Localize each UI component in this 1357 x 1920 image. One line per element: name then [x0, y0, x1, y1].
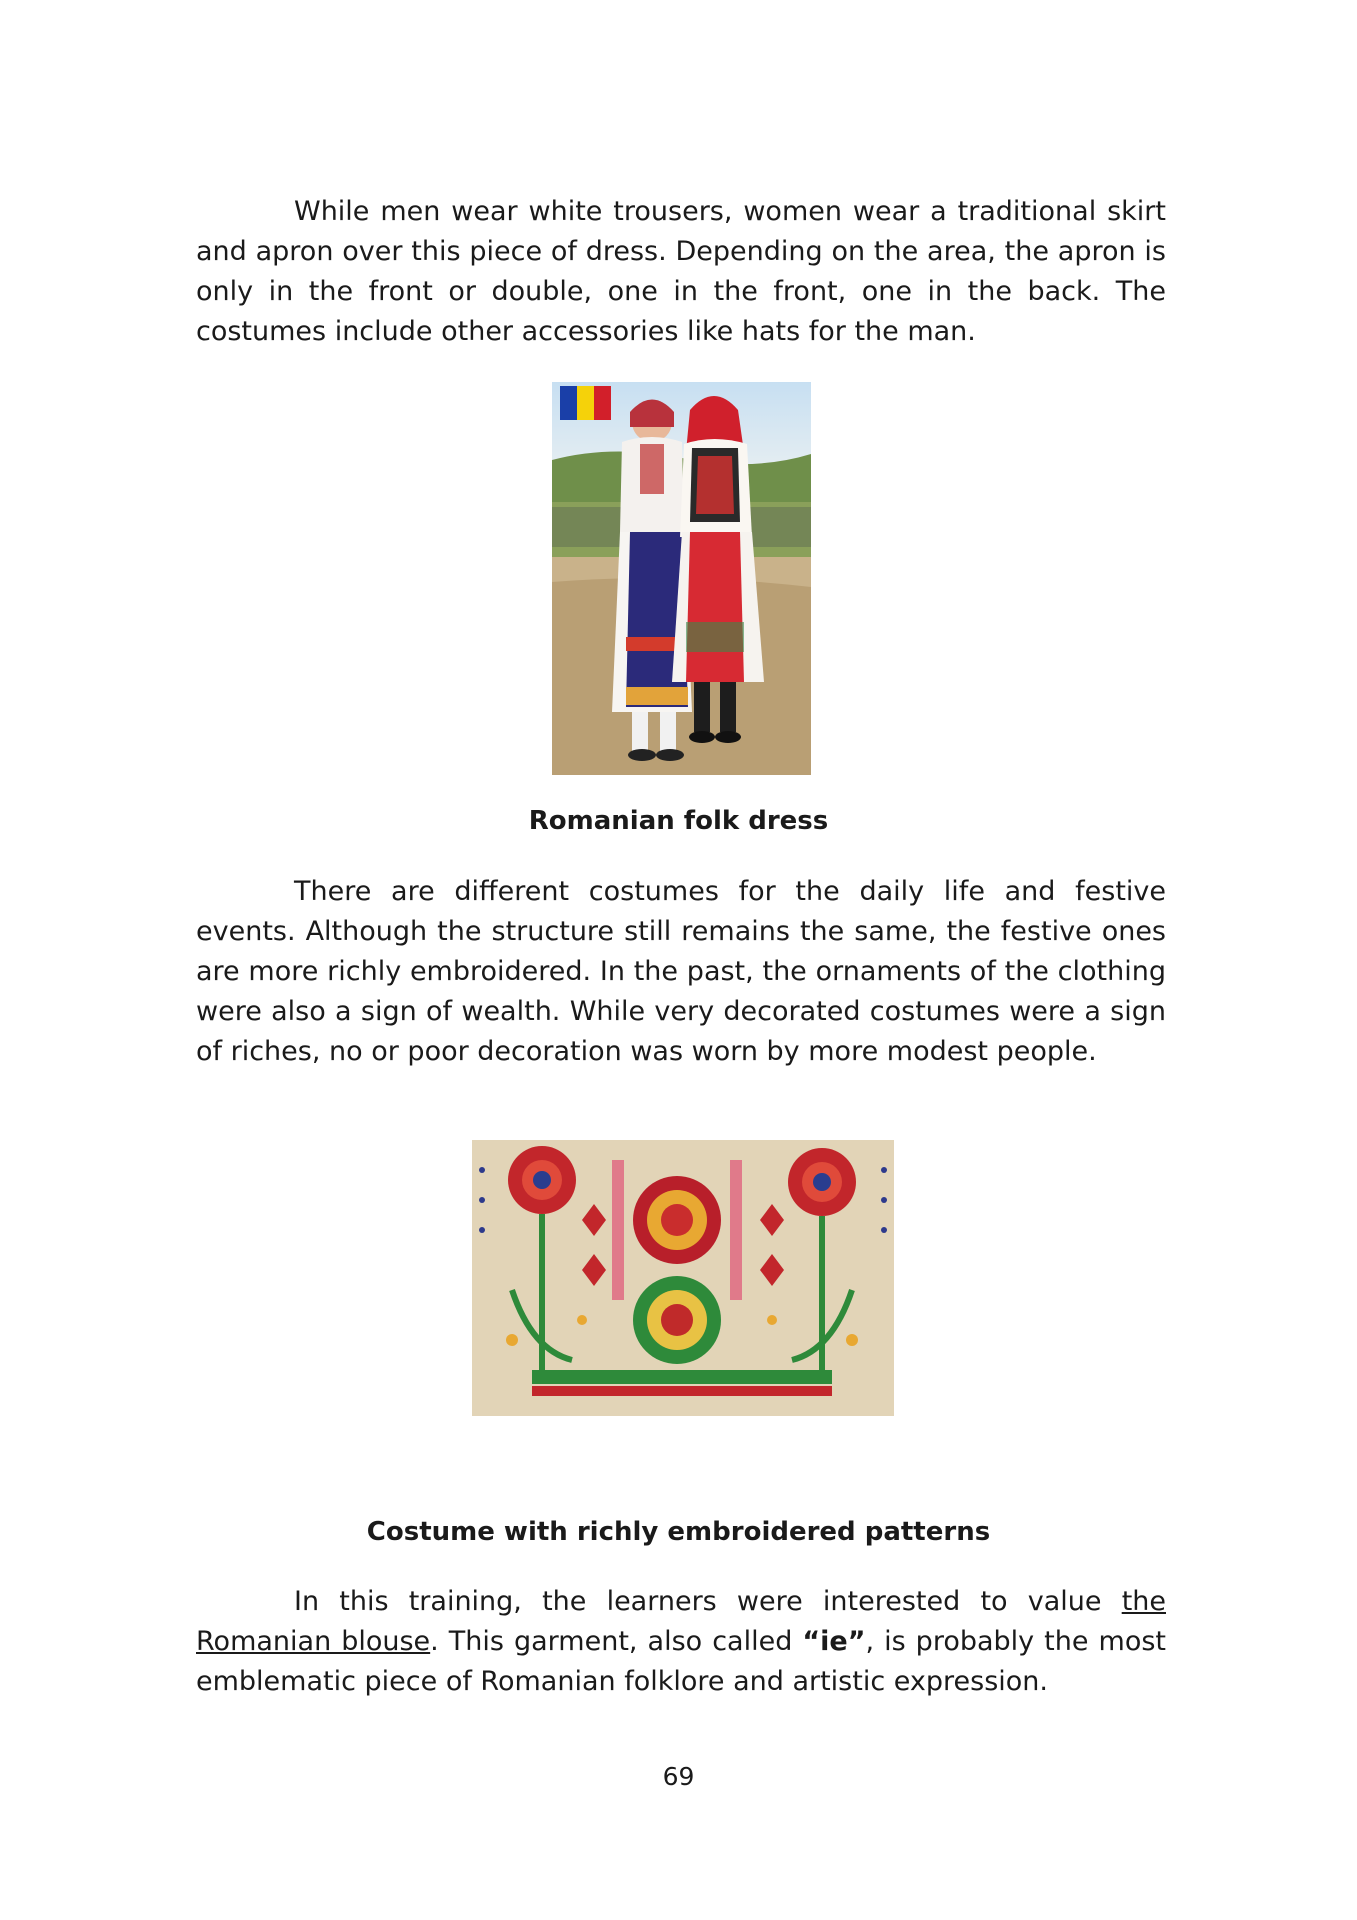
embroidery-illustration	[472, 1140, 894, 1416]
embroidery-photo	[472, 1140, 894, 1416]
paragraph-3-end: , is probably the most emblematic piece of Romanian folklore and artistic expression.	[196, 1626, 1166, 1697]
embroidery-caption: Costume with richly embroidered patterns	[366, 1517, 991, 1547]
paragraph-3-start: In this training, the learners were interested to value	[294, 1586, 1122, 1617]
ie-term: “ie”	[802, 1626, 866, 1657]
paragraph-3	[196, 1582, 1166, 1702]
paragraph-3-middle: . This garment, also called	[430, 1626, 803, 1657]
folk-dress-caption: Romanian folk dress	[528, 806, 829, 836]
paragraph-2: There are different costumes for the daily life and festive events. Although the structure still remains the same, the festive ones are more richly embroidered. In the past, the ornaments of the clothing were also a sign of wealth. While very decorated costumes were a sign of riches, no or poor decoration was worn by more modest people.	[196, 876, 1166, 1067]
romanian-flag-icon	[560, 386, 611, 420]
folk-dress-illustration	[552, 382, 811, 775]
paragraph-1: While men wear white trousers, women wear a traditional skirt and apron over this piece of dress. Depending on the area, the apron is only in the front or double, one in the front, one in the back. The costumes include other accessories like hats for the man.	[196, 196, 1166, 347]
page-number: 69	[662, 1762, 695, 1791]
folk-dress-photo	[552, 382, 811, 775]
romanian-blouse-link[interactable]: the Romanian blouse	[196, 1586, 1166, 1657]
